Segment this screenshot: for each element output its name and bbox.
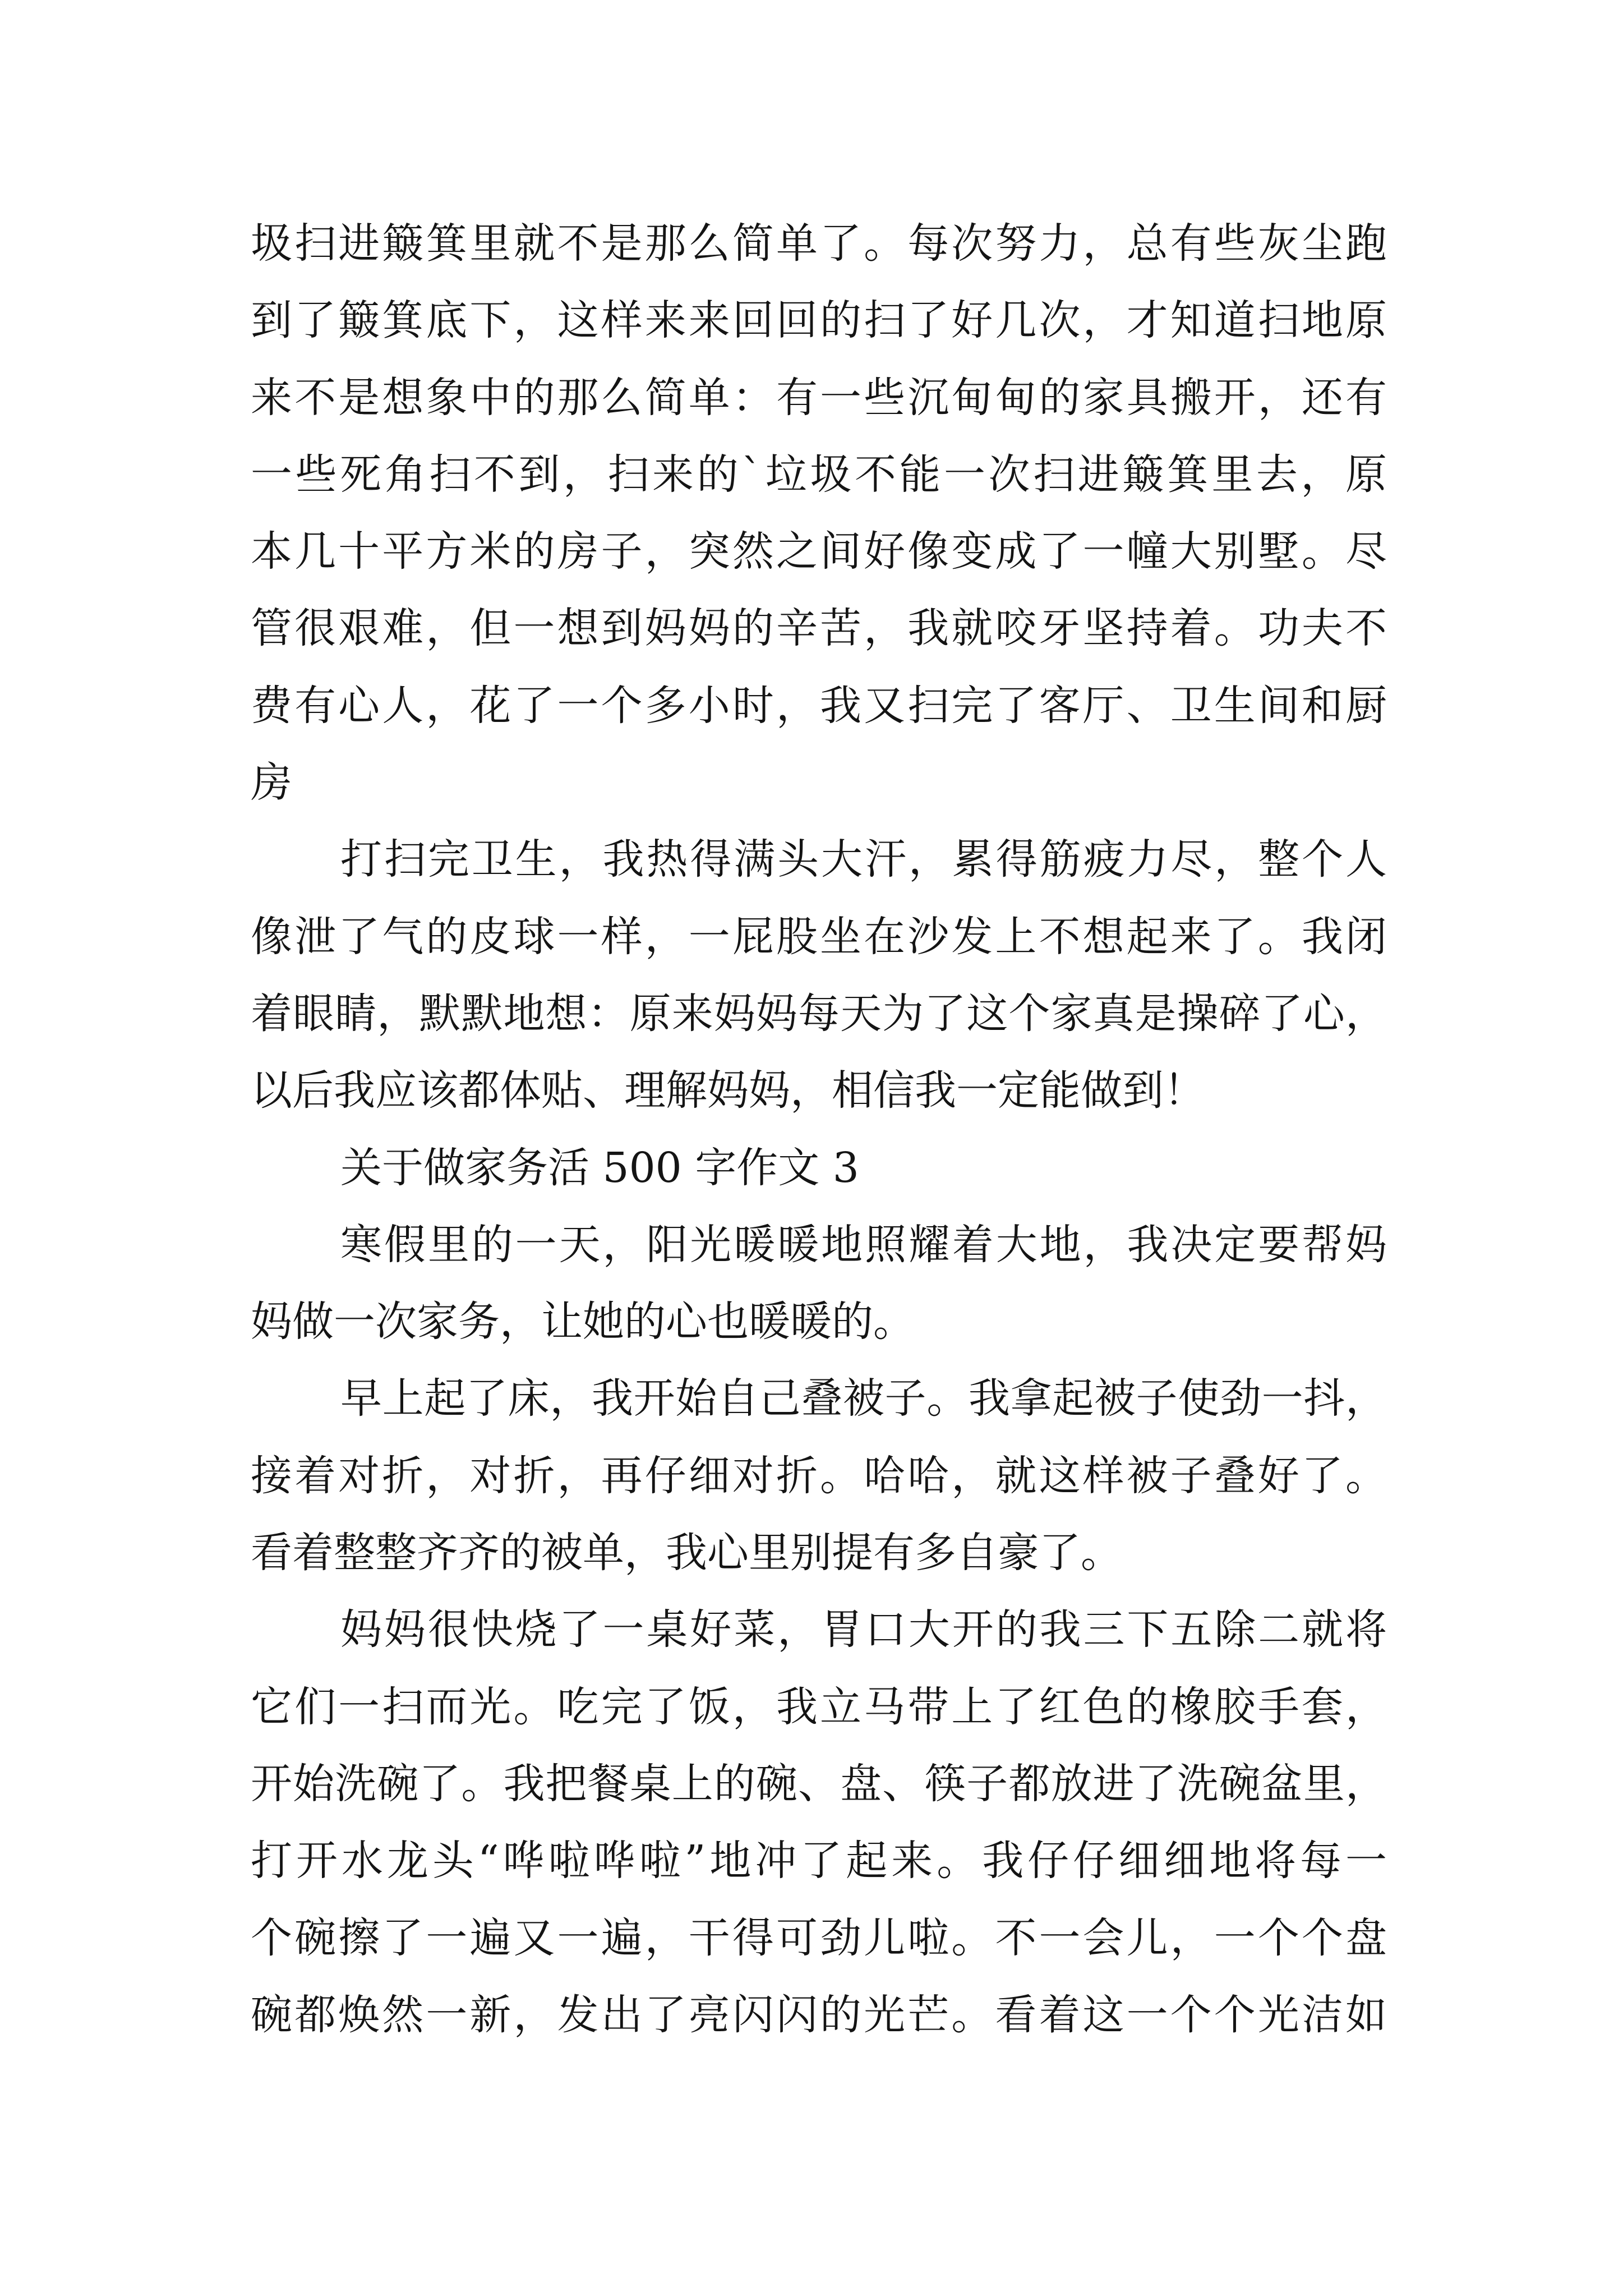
paragraph [251, 1207, 1387, 1361]
text-line: 到了簸箕底下，这样来来回回的扫了好几次，才知道扫地原 [251, 296, 1387, 345]
text-line: 着眼睛，默默地想：原来妈妈每天为了这个家真是操碎了心， [251, 989, 1387, 1038]
paragraph [251, 821, 1387, 1129]
text-line: 个碗擦了一遍又一遍，干得可劲儿啦。不一会儿，一个个盘 [251, 1913, 1387, 1962]
essay-title: 关于做家务活 500 字作文 3 [340, 1143, 859, 1192]
text-line: 碗都焕然一新，发出了亮闪闪的光芒。看着这一个个光洁如 [251, 1990, 1387, 2039]
text-line: 管很艰难，但一想到妈妈的辛苦，我就咬牙坚持着。功夫不 [251, 604, 1387, 653]
text-line: 寒假里的一天，阳光暖暖地照耀着大地，我决定要帮妈 [340, 1220, 1387, 1269]
text-line: 妈妈很快烧了一桌好菜，胃口大开的我三下五除二就将 [340, 1605, 1387, 1654]
text-line: 本几十平方米的房子，突然之间好像变成了一幢大别墅。尽 [251, 527, 1387, 576]
text-line: 早上起了床，我开始自己叠被子。我拿起被子使劲一抖， [340, 1374, 1387, 1423]
paragraph [251, 1591, 1387, 2054]
paragraph [251, 1360, 1387, 1591]
text-line: 妈做一次家务，让她的心也暖暖的。 [251, 1297, 915, 1346]
paragraph-continued [251, 205, 1387, 821]
text-line: 圾扫进簸箕里就不是那么简单了。每次努力，总有些灰尘跑 [251, 219, 1387, 268]
text-line: 一些死角扫不到，扫来的`垃圾不能一次扫进簸箕里去，原 [251, 450, 1387, 499]
text-line: 开始洗碗了。我把餐桌上的碗、盘、筷子都放进了洗碗盆里， [251, 1759, 1387, 1808]
document-body [251, 205, 1387, 2054]
text-line: 打开水龙头“哗啦哗啦”地冲了起来。我仔仔细细地将每一 [251, 1837, 1387, 1885]
text-line: 来不是想象中的那么简单：有一些沉甸甸的家具搬开，还有 [251, 373, 1387, 422]
text-line: 房 [251, 758, 292, 807]
text-line: 它们一扫而光。吃完了饭，我立马带上了红色的橡胶手套， [251, 1682, 1387, 1731]
text-line: 看着整整齐齐的被单，我心里别提有多自豪了。 [251, 1529, 1122, 1577]
text-line: 以后我应该都体贴、理解妈妈，相信我一定能做到！ [251, 1066, 1205, 1115]
text-line: 像泄了气的皮球一样，一屁股坐在沙发上不想起来了。我闭 [251, 912, 1387, 961]
text-line: 打扫完卫生，我热得满头大汗，累得筋疲力尽，整个人 [340, 835, 1387, 884]
text-line: 费有心人，花了一个多小时，我又扫完了客厅、卫生间和厨 [251, 681, 1387, 730]
text-line: 接着对折，对折，再仔细对折。哈哈，就这样被子叠好了。 [251, 1451, 1387, 1500]
